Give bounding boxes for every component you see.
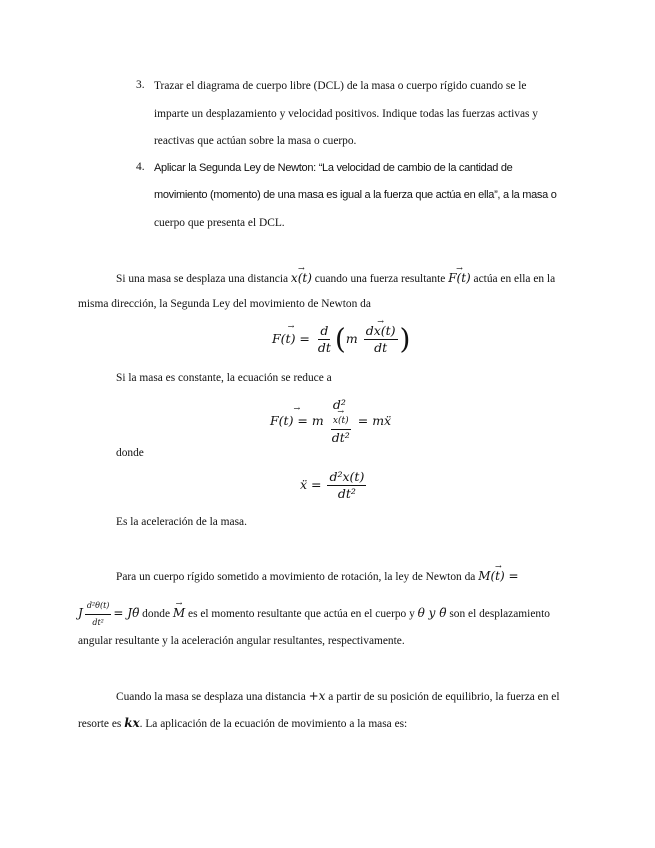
paragraph-2: Si la masa es constante, la ecuación se reduce a	[116, 372, 332, 384]
equation-acceleration: ẍ = $\frac{\text{d²x(t)}}{\text{dt²}}$	[300, 469, 365, 501]
paragraph-3: Es la aceleración de la masa.	[116, 516, 247, 528]
x-of-t-symbol: → x(t)	[291, 271, 312, 285]
donde-label: donde	[116, 447, 144, 459]
list-item-3-line-3: reactivas que actúan sobre la masa o cuerpo.	[154, 135, 357, 147]
paragraph-5-line-2: resorte es kx. La aplicación de la ecuación de movimiento a la masa es:	[78, 716, 408, 730]
list-item-3-line-2: imparte un desplazamiento y velocidad positivos. Indique todas las fuerzas activas y	[154, 108, 539, 120]
paragraph-4-line-2: J $\frac{\text{d²θ(t)}}{\text{dt²}}$ = Jθ̈ donde → M es el momento resultante que actúa en el cuerpo y θ y θ̈ son el desplazamiento	[78, 599, 550, 630]
paragraph-4-line-3: angular resultante y la aceleración angular resultantes, respectivamente.	[78, 635, 405, 647]
list-item-4-line-3: cuerpo que presenta el DCL.	[154, 217, 285, 229]
equation-constant-mass: → F(t) = m d² → x(t) dt² = mẍ	[270, 398, 391, 445]
equation-newton-second-law: → F(t) = $\frac{d}{dt}$ (m → $\frac{dx(t)}{dt}$ )	[272, 324, 410, 355]
paragraph-4-line-1: Para un cuerpo rígido sometido a movimiento de rotación, la ley de Newton da → M(t) =	[116, 569, 519, 584]
list-item-3-line-1: Trazar el diagrama de cuerpo libre (DCL) de la masa o cuerpo rígido cuando se le	[154, 80, 527, 92]
list-item-4-line-2: movimiento (momento) de una masa es igual a la fuerza que actúa en ella”, a la masa o	[154, 189, 557, 201]
paragraph-5-line-1: Cuando la masa se desplaza una distancia +x a partir de su posición de equilibrio, la fuerza en el	[116, 689, 560, 703]
f-of-t-symbol: → F(t)	[448, 271, 471, 285]
list-item-4-line-1: Aplicar la Segunda Ley de Newton: “La velocidad de cambio de la cantidad de	[154, 162, 513, 174]
paragraph-1-line-1: Si una masa se desplaza una distancia → x(t) cuando una fuerza resultante → F(t) actúa en ella en la	[116, 271, 555, 286]
list-number-3: 3.	[136, 79, 145, 91]
list-number-4: 4.	[136, 161, 145, 173]
paragraph-1-line-2: misma dirección, la Segunda Ley del movimiento de Newton da	[78, 298, 371, 310]
moment-symbol: → M(t) =	[478, 569, 518, 583]
